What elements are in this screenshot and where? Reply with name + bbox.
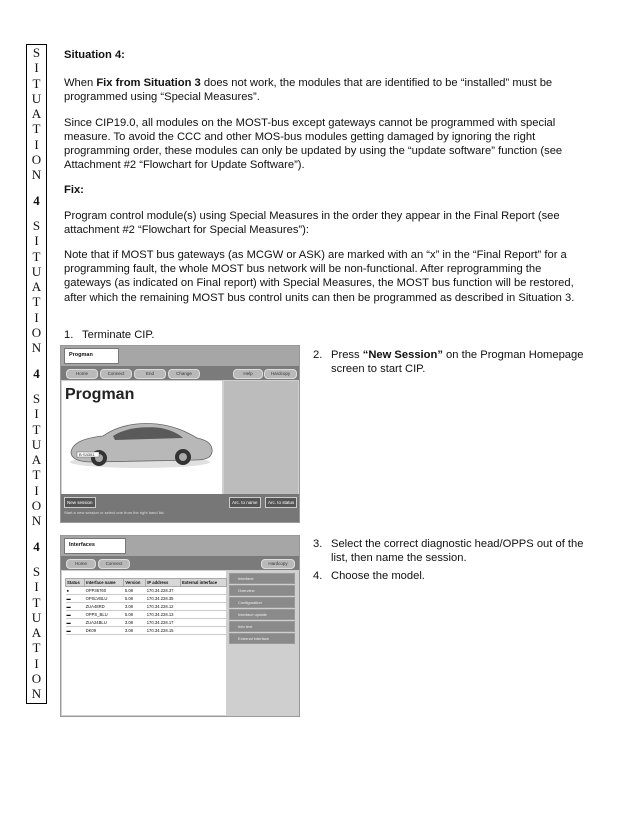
paragraph-note: Note that if MOST bus gateways (as MCGW or ASK) are marked with an “x” in the “Final Report” for a programming fault, the whole MOST bus network will be non-functional. After reprogramming the gateways (as indicated on Final report) with Special Measures, the MOST bus function will be restored, after which the remaining MOST bus control units can then be programmed as described in Situation 3. bbox=[64, 249, 575, 304]
sidebar-letter: T bbox=[32, 294, 41, 310]
tab-progman[interactable]: Progman bbox=[64, 348, 119, 364]
sidebar-letter: I bbox=[34, 233, 39, 249]
sidebar-letter: A bbox=[31, 279, 42, 295]
sidebar-letter: O bbox=[31, 670, 42, 686]
status-icon: ▬ bbox=[66, 603, 85, 611]
table-row[interactable]: ▬ ZUA48RD 3.08 170.34.228.12 bbox=[66, 603, 227, 611]
hardcopy-button[interactable]: Hardcopy bbox=[264, 369, 297, 379]
sidebar-letter: T bbox=[32, 75, 41, 91]
sidebar-letter: T bbox=[32, 594, 41, 610]
end-button[interactable]: End bbox=[134, 369, 166, 379]
sidebar-letter: I bbox=[34, 482, 39, 498]
menu-item-external-interface[interactable]: External interface bbox=[229, 633, 295, 644]
situation-sidebar bbox=[26, 44, 47, 704]
status-icon: ▬ bbox=[66, 611, 85, 619]
car-image bbox=[65, 412, 215, 472]
status-icon: ▬ bbox=[66, 619, 85, 627]
sidebar-letter: O bbox=[31, 325, 42, 341]
sidebar-block-1 bbox=[27, 45, 46, 208]
paragraph-when: When Fix from Situation 3 does not work, the modules that are identified to be “installed” must be programmed using “Special Measures”. bbox=[64, 77, 553, 104]
step-4: 4. Choose the model. bbox=[313, 570, 425, 582]
tab-interfaces[interactable]: Interfaces bbox=[64, 538, 126, 554]
sidebar-letter: N bbox=[31, 686, 42, 702]
help-button[interactable]: Help bbox=[233, 369, 263, 379]
fix-heading: Fix: bbox=[64, 184, 84, 197]
sidebar-letter: T bbox=[32, 248, 41, 264]
sidebar-letter: U bbox=[31, 436, 42, 452]
status-icon: ▬ bbox=[66, 595, 85, 603]
status-icon: ● bbox=[66, 587, 85, 595]
home-button[interactable]: Home bbox=[66, 369, 98, 379]
home-button[interactable]: Home bbox=[66, 559, 96, 569]
connect-button[interactable]: Connect bbox=[98, 559, 130, 569]
sidebar-letter: A bbox=[31, 625, 42, 641]
sidebar-letter: I bbox=[34, 655, 39, 671]
interface-table bbox=[65, 578, 227, 635]
session-list-panel[interactable] bbox=[224, 381, 298, 504]
step-2: 2. Press “New Session” on the Progman Homepage screen to start CIP. bbox=[313, 349, 584, 376]
sidebar-letter: I bbox=[34, 136, 39, 152]
sidebar-letter: O bbox=[31, 498, 42, 514]
sidebar-letter: T bbox=[32, 121, 41, 137]
col-external-interface: External interface bbox=[180, 579, 226, 587]
progman-home-screenshot bbox=[60, 345, 300, 523]
status-icon: ▬ bbox=[66, 627, 85, 635]
sidebar-letter: I bbox=[34, 406, 39, 422]
document-body bbox=[64, 48, 584, 316]
nav-bar bbox=[61, 366, 299, 380]
step-3: 3. Select the correct diagnostic head/OPPS out of the list, then name the session. bbox=[313, 538, 584, 565]
new-session-button[interactable]: New session bbox=[64, 497, 96, 508]
sidebar-letter: N bbox=[31, 167, 42, 183]
connect-button[interactable]: Connect bbox=[100, 369, 132, 379]
step-1: 1. Terminate CIP. bbox=[64, 329, 155, 341]
col-ip-address: IP address bbox=[146, 579, 181, 587]
sidebar-letter: S bbox=[32, 217, 41, 233]
sidebar-number: 4 bbox=[33, 192, 40, 208]
paragraph-since: Since CIP19.0, all modules on the MOST-bus except gateways cannot be programmed with special measure. To avoid the CCC and other MOS-bus modules getting damaged by ignoring the right programming order, these modules can only be updated by using the “update software” function (see Attachment #2 “Flowchart for Update Software”). bbox=[64, 116, 563, 172]
sidebar-letter: A bbox=[31, 452, 42, 468]
table-row[interactable]: ▬ DK09 3.08 170.34.228.15 bbox=[66, 627, 227, 635]
progman-title: Progman bbox=[65, 386, 135, 403]
sidebar-letter: U bbox=[31, 90, 42, 106]
hardcopy-button[interactable]: Hardcopy bbox=[261, 559, 295, 569]
status-text: Start a new session or select one from the right hand list. bbox=[64, 510, 165, 515]
arc-to-name-button[interactable]: Arc. to name bbox=[229, 497, 261, 508]
change-button[interactable]: Change bbox=[168, 369, 200, 379]
col-status: Status bbox=[66, 579, 85, 587]
menu-item-interface[interactable]: Interface bbox=[229, 573, 295, 584]
paragraph-program: Program control module(s) using Special Measures in the order they appear in the Final Report (see attachment #2 “Flowchart for Special Measures”): bbox=[64, 209, 560, 236]
col-interface-name: Interface name bbox=[85, 579, 124, 587]
interface-menu bbox=[229, 573, 295, 645]
sidebar-letter: I bbox=[34, 309, 39, 325]
sidebar-letter: N bbox=[31, 340, 42, 356]
sidebar-letter: I bbox=[34, 579, 39, 595]
sidebar-letter: T bbox=[32, 421, 41, 437]
menu-item-configuration[interactable]: Configuration bbox=[229, 597, 295, 608]
menu-item-interface-update[interactable]: Interface update bbox=[229, 609, 295, 620]
sidebar-letter: T bbox=[32, 640, 41, 656]
sidebar-letter: T bbox=[32, 467, 41, 483]
sidebar-letter: S bbox=[32, 390, 41, 406]
col-version: Version bbox=[124, 579, 146, 587]
table-row[interactable]: ● OPP36760 5.08 170.34.228.37 bbox=[66, 587, 227, 595]
interfaces-screenshot bbox=[60, 535, 300, 717]
sidebar-letter: U bbox=[31, 263, 42, 279]
sidebar-letter: I bbox=[34, 60, 39, 76]
table-row[interactable]: ▬ ZUA24BLU 3.08 170.34.228.17 bbox=[66, 619, 227, 627]
sidebar-letter: S bbox=[32, 45, 41, 60]
sidebar-letter: N bbox=[31, 513, 42, 529]
sidebar-block-3 bbox=[27, 391, 46, 554]
sidebar-letter: A bbox=[31, 106, 42, 122]
menu-item-info-text[interactable]: Info text bbox=[229, 621, 295, 632]
sidebar-block-2 bbox=[27, 218, 46, 381]
sidebar-letter: S bbox=[32, 563, 41, 579]
situation-heading: Situation 4: bbox=[64, 49, 125, 61]
nav-bar bbox=[61, 556, 299, 570]
sidebar-number: 4 bbox=[33, 365, 40, 381]
sidebar-letter: U bbox=[31, 609, 42, 625]
sidebar-number: 4 bbox=[33, 538, 40, 554]
menu-item-overview[interactable]: Overview bbox=[229, 585, 295, 596]
arc-to-status-button[interactable]: Arc. to status bbox=[265, 497, 297, 508]
license-plate: B·S4351 bbox=[79, 452, 95, 458]
footer-bar bbox=[61, 494, 299, 522]
sidebar-block-4 bbox=[27, 564, 46, 702]
table-row[interactable]: ▬ OPPS_BLU 5.08 170.34.228.13 bbox=[66, 611, 227, 619]
table-row[interactable]: ▬ OPSLVBLU 5.08 170.34.228.35 bbox=[66, 595, 227, 603]
sidebar-letter: O bbox=[31, 152, 42, 168]
